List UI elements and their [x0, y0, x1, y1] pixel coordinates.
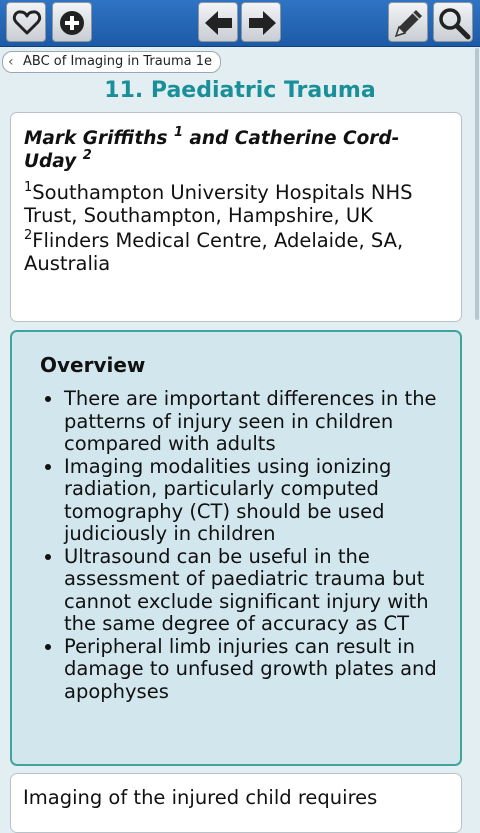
- author-names: [24, 127, 448, 173]
- overview-bullet: • Peripheral limb injuries can result in damage to unfused growth plates and apophyses: [64, 636, 438, 704]
- overview-bullet: • There are important differences in the patterns of injury seen in children compared with adults: [64, 388, 438, 456]
- magnifier-icon: [434, 3, 474, 43]
- overview-bullet: • Imaging modalities using ionizing radiation, particularly computed tomography (CT) should be used judiciously in children: [64, 456, 438, 546]
- pencil-icon: [389, 3, 429, 43]
- body-text-card: [10, 773, 462, 833]
- affiliation-1: [24, 181, 448, 227]
- overview-bullet: • Ultrasound can be useful in the assessment of paediatric trauma but cannot exclude significant injury with the same degree of accuracy as CT: [64, 546, 438, 636]
- affiliation-2-sup: 2: [24, 228, 33, 243]
- authors-card: [10, 112, 462, 322]
- add-button[interactable]: [52, 2, 92, 42]
- body-paragraph: Imaging of the injured child requires: [23, 786, 378, 809]
- author-1-sup: 1: [173, 125, 183, 140]
- favorite-button[interactable]: [6, 2, 46, 42]
- overview-list: [40, 388, 438, 703]
- overview-box: [10, 330, 462, 766]
- overview-heading: Overview: [40, 353, 146, 377]
- back-button[interactable]: [198, 2, 238, 42]
- arrow-left-icon: [199, 3, 239, 43]
- author-1: Mark Griffiths: [24, 128, 168, 149]
- chevron-left-icon: ‹: [8, 54, 14, 70]
- arrow-right-icon: [242, 3, 282, 43]
- heart-icon: [7, 3, 47, 43]
- toolbar: [0, 0, 480, 47]
- author-2-sup: 2: [82, 148, 92, 163]
- scrollbar[interactable]: [475, 48, 479, 320]
- breadcrumb-back-link[interactable]: [2, 51, 221, 73]
- author-2: Catherine Cord-Uday: [24, 128, 400, 172]
- forward-button[interactable]: [241, 2, 281, 42]
- affiliation-1-text: Southampton University Hospitals NHS Trust, Southampton, Hampshire, UK: [24, 181, 413, 227]
- chapter-title: 11. Paediatric Trauma: [104, 78, 376, 103]
- edit-button[interactable]: [388, 2, 428, 42]
- affiliation-2-text: Flinders Medical Centre, Adelaide, SA, Australia: [24, 229, 404, 275]
- search-button[interactable]: [433, 2, 473, 42]
- affiliation-2: [24, 229, 448, 275]
- breadcrumb-label: ABC of Imaging in Trauma 1e: [23, 54, 213, 69]
- plus-circle-icon: [53, 3, 93, 43]
- affiliation-1-sup: 1: [24, 180, 33, 195]
- author-and: and: [182, 128, 235, 149]
